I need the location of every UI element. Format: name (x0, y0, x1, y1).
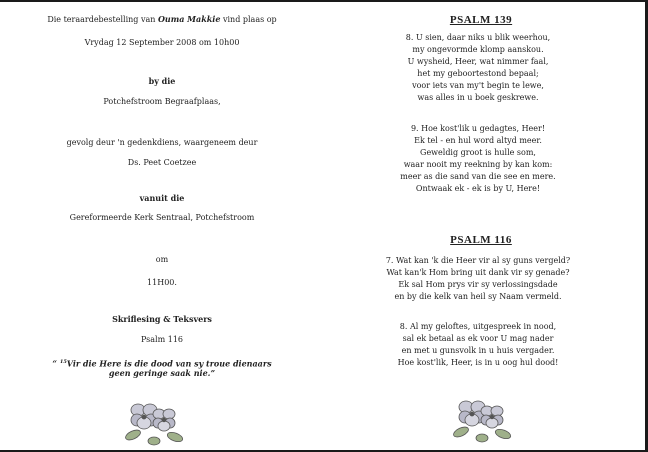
psalm-reference: Psalm 116 (141, 335, 183, 344)
psalm-116-line: Wat kan'k Hom bring uit dank vir sy genade? (386, 268, 570, 277)
officiant-name: Ds. Peet Coetzee (127, 158, 197, 167)
psalm-116-line: en met u gunsvolk in u huis vergader. (401, 346, 555, 355)
psalm-116-line: en by die kelk van heil sy Naam vermeld. (394, 292, 562, 301)
psalm-116-line: 7. Wat kan 'k die Heer vir al sy guns vergeld? (385, 256, 571, 265)
psalm-139-line: 9. Hoe kost'lik u gedagtes, Heer! (410, 124, 546, 133)
psalm-139-line: Ontwaak ek - ek is by U, Here! (415, 184, 541, 193)
psalm-139-line: voor iets van my't begin te lewe, (412, 81, 544, 90)
service-date: Vrydag 12 September 2008 om 10h00 (84, 38, 240, 47)
psalm-139-line: Geweldig groot is hulle som, (420, 148, 536, 157)
psalm-116-line: sal ek betaal as ek voor U mag nader (402, 334, 554, 343)
psalm-139-line: het my geboortestond bepaal; (417, 69, 539, 78)
memorial-time: 11H00. (147, 278, 177, 287)
verse-number: 15 (59, 359, 67, 365)
close-quote: ” (210, 368, 216, 378)
reading-title: Skriflesing & Teksvers (112, 314, 212, 324)
deceased-name: Ouma Makkie (157, 14, 221, 24)
text-verse-line-1 (52, 357, 271, 369)
psalm-139-line: was alles in u boek geskrewe. (417, 93, 539, 102)
psalm-116-line: Ek sal Hom prys vir sy verlossingsdade (398, 280, 558, 289)
psalm-139-line: meer as die sand van die see en mere. (400, 172, 556, 181)
psalm-139-line: my ongevormde klomp aanskou. (412, 45, 544, 54)
church-name: Gereformeerde Kerk Sentraal, Potchefstroom (69, 213, 255, 222)
pansy-flower-icon (124, 395, 184, 447)
cemetery-name: Potchefstroom Begraafplaas, (103, 97, 221, 106)
psalm-116-line: 8. Al my geloftes, uitgespreek in nood, (399, 322, 557, 331)
text-verse-line-2 (109, 368, 215, 378)
verse-text-1: Vir die Here is die dood van sy troue dienaars (66, 358, 272, 369)
psalm-116-line: Hoe kost'lik, Heer, is in u oog hul dood! (397, 358, 559, 367)
psalm-139-line: 8. U sien, daar niks u blik weerhou, (405, 33, 551, 42)
psalm-139-line: U wysheid, Heer, wat nimmer faal, (407, 57, 549, 66)
om-label: om (155, 255, 169, 264)
psalm-139-line: waar nooit my reekning by kan kom: (403, 160, 553, 169)
intro-prefix: Die teraardebestelling van (47, 15, 158, 24)
memorial-line: gevolg deur 'n gedenkdiens, waargeneem deur (66, 138, 258, 147)
pansy-flower-icon (452, 392, 512, 444)
verse-text-2: geen geringe saak nie. (108, 368, 211, 378)
vanuit-die-label: vanuit die (139, 193, 185, 203)
scan-edge-top (0, 0, 648, 2)
psalm-139-line: Ek tel - en hul word altyd meer. (414, 136, 542, 145)
open-quote: “ (52, 358, 58, 369)
psalm-116-title: PSALM 116 (450, 234, 512, 246)
psalm-139-title: PSALM 139 (449, 14, 513, 26)
burial-intro (47, 14, 276, 25)
by-die-label: by die (148, 76, 176, 86)
intro-suffix: vind plaas op (220, 15, 277, 24)
